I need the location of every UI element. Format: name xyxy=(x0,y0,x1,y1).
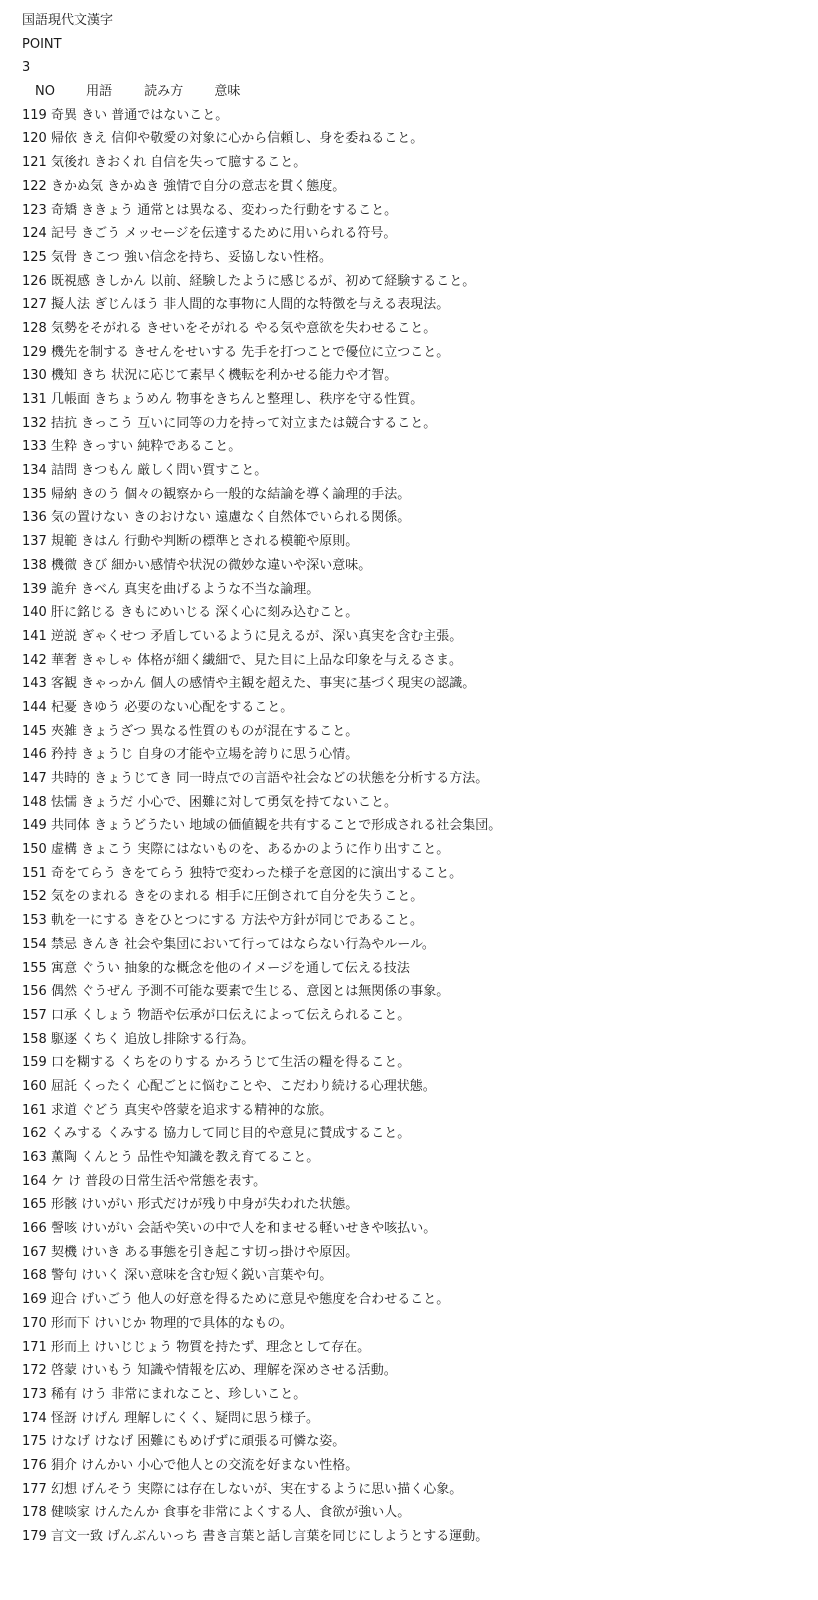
entry-line: 165 形骸 けいがい 形式だけが残り中身が失われた状態。 xyxy=(22,1197,359,1213)
entry-line: 123 奇矯 ききょう 通常とは異なる、変わった行動をすること。 xyxy=(22,202,398,218)
entry-line: 155 寓意 ぐうい 抽象的な概念を他のイメージを通して伝える技法 xyxy=(22,960,410,976)
entry-line: 122 きかぬ気 きかぬき 強情で自分の意志を貫く態度。 xyxy=(22,178,346,194)
document-title: 国語現代文漢字 xyxy=(22,13,114,28)
entry-line: 126 既視感 きしかん 以前、経験したように感じるが、初めて経験すること。 xyxy=(22,273,476,289)
entry-line: 128 気勢をそがれる きせいをそがれる やる気や意欲を失わせること。 xyxy=(22,320,437,336)
entry-line: 154 禁忌 きんき 社会や集団において行ってはならない行為やルール。 xyxy=(22,936,435,952)
entry-line: 168 警句 けいく 深い意味を含む短く鋭い言葉や句。 xyxy=(22,1268,333,1284)
entry-line: 125 気骨 きこつ 強い信念を持ち、妥協しない性格。 xyxy=(22,249,332,265)
header-meaning: 意味 xyxy=(214,84,241,100)
document-page xyxy=(22,9,802,1549)
entry-line: 149 共同体 きょうどうたい 地域の価値観を共有することで形成される社会集団。 xyxy=(22,818,502,834)
entry-line: 153 軌を一にする きをひとつにする 方法や方針が同じであること。 xyxy=(22,913,423,929)
entry-line: 129 機先を制する きせんをせいする 先手を打つことで優位に立つこと。 xyxy=(22,344,450,360)
entry-line: 178 健啖家 けんたんか 食事を非常によくする人、食欲が強い人。 xyxy=(22,1505,411,1521)
entry-line: 142 華奢 きゃしゃ 体格が細く繊細で、見た目に上品な印象を与えるさま。 xyxy=(22,652,462,668)
entry-line: 143 客観 きゃっかん 個人の感情や主観を超えた、事実に基づく現実の認識。 xyxy=(22,676,476,692)
entry-line: 134 詰問 きつもん 厳しく問い質すこと。 xyxy=(22,463,268,479)
header-reading: 読み方 xyxy=(144,84,184,100)
entry-line: 164 ケ け 普段の日常生活や常態を表す。 xyxy=(22,1173,267,1189)
entry-line: 133 生粋 きっすい 純粋であること。 xyxy=(22,439,242,455)
entry-line: 139 詭弁 きべん 真実を曲げるような不当な論理。 xyxy=(22,581,320,597)
entry-line: 174 怪訝 けげん 理解しにくく、疑問に思う様子。 xyxy=(22,1410,319,1426)
entry-line: 172 啓蒙 けいもう 知識や情報を広め、理解を深めさせる活動。 xyxy=(22,1363,397,1379)
entry-line: 136 気の置けない きのおけない 遠慮なく自然体でいられる関係。 xyxy=(22,510,411,526)
point-number: 3 xyxy=(22,60,31,76)
entry-line: 169 迎合 げいごう 他人の好意を得るために意見や態度を合わせること。 xyxy=(22,1292,450,1308)
entry-line: 148 怯懦 きょうだ 小心で、困難に対して勇気を持てないこと。 xyxy=(22,794,397,810)
entry-line: 144 杞憂 きゆう 必要のない心配をすること。 xyxy=(22,699,294,715)
entry-line: 179 言文一致 げんぶんいっち 書き言葉と話し言葉を同じにしようとする運動。 xyxy=(22,1529,489,1544)
entry-line: 156 偶然 ぐうぜん 予測不可能な要素で生じる、意図とは無関係の事象。 xyxy=(22,984,450,1000)
entry-line: 146 矜持 きょうじ 自身の才能や立場を誇りに思う心情。 xyxy=(22,747,359,763)
entry-line: 159 口を糊する くちをのりする かろうじて生活の糧を得ること。 xyxy=(22,1055,411,1071)
entry-list xyxy=(22,104,802,1549)
entry-line: 171 形而上 けいじじょう 物質を持たず、理念として存在。 xyxy=(22,1339,371,1355)
entry-line: 137 規範 きはん 行動や判断の標準とされる模範や原則。 xyxy=(22,534,359,550)
header-term: 用語 xyxy=(86,84,113,100)
entry-line: 132 拮抗 きっこう 互いに同等の力を持って対立または競合すること。 xyxy=(22,415,437,431)
entry-line: 158 駆逐 くちく 追放し排除する行為。 xyxy=(22,1031,255,1047)
entry-line: 141 逆説 ぎゃくせつ 矛盾しているように見えるが、深い真実を含む主張。 xyxy=(22,628,463,644)
entry-line: 120 帰依 きえ 信仰や敬愛の対象に心から信頼し、身を委ねること。 xyxy=(22,131,424,147)
entry-line: 150 虚構 きょこう 実際にはないものを、あるかのように作り出すこと。 xyxy=(22,842,450,858)
entry-line: 135 帰納 きのう 個々の観察から一般的な結論を導く論理的手法。 xyxy=(22,486,411,502)
entry-line: 167 契機 けいき ある事態を引き起こす切っ掛けや原因。 xyxy=(22,1244,359,1260)
entry-line: 140 肝に銘じる きもにめいじる 深く心に刻み込むこと。 xyxy=(22,605,359,621)
entry-line: 119 奇異 きい 普通ではないこと。 xyxy=(22,107,229,123)
header-no: NO xyxy=(35,84,55,100)
entry-line: 170 形而下 けいじか 物理的で具体的なもの。 xyxy=(22,1315,293,1331)
entry-line: 145 夾雑 きょうざつ 異なる性質のものが混在すること。 xyxy=(22,723,359,739)
entry-line: 151 奇をてらう きをてらう 独特で変わった様子を意図的に演出すること。 xyxy=(22,865,463,881)
entry-line: 157 口承 くしょう 物語や伝承が口伝えによって伝えられること。 xyxy=(22,1007,411,1023)
entry-line: 161 求道 ぐどう 真実や啓蒙を追求する精神的な旅。 xyxy=(22,1102,333,1118)
entry-line: 173 稀有 けう 非常にまれなこと、珍しいこと。 xyxy=(22,1386,307,1402)
entry-line: 152 気をのまれる きをのまれる 相手に圧倒されて自分を失うこと。 xyxy=(22,889,424,905)
column-header-row xyxy=(22,80,802,104)
entry-line: 138 機微 きび 細かい感情や状況の微妙な違いや深い意味。 xyxy=(22,557,372,573)
entry-line: 162 くみする くみする 協力して同じ目的や意見に賛成すること。 xyxy=(22,1126,411,1142)
entry-line: 124 記号 きごう メッセージを伝達するために用いられる符号。 xyxy=(22,226,397,242)
entry-line: 175 けなげ けなげ 困難にもめげずに頑張る可憐な姿。 xyxy=(22,1434,346,1450)
entry-line: 176 狷介 けんかい 小心で他人との交流を好まない性格。 xyxy=(22,1457,359,1473)
entry-line: 160 屈託 くったく 心配ごとに悩むことや、こだわり続ける心理状態。 xyxy=(22,1078,436,1094)
entry-line: 177 幻想 げんそう 実際には存在しないが、実在するように思い描く心象。 xyxy=(22,1481,463,1497)
entry-line: 147 共時的 きょうじてき 同一時点での言語や社会などの状態を分析する方法。 xyxy=(22,771,489,786)
entry-line: 130 機知 きち 状況に応じて素早く機転を利かせる能力や才智。 xyxy=(22,368,398,384)
entry-line: 121 気後れ きおくれ 自信を失って臆すること。 xyxy=(22,155,307,171)
point-label: POINT xyxy=(22,36,62,52)
entry-line: 163 薫陶 くんとう 品性や知識を教え育てること。 xyxy=(22,1150,320,1165)
entry-line: 127 擬人法 ぎじんほう 非人間的な事物に人間的な特徴を与える表現法。 xyxy=(22,297,450,313)
entry-line: 131 几帳面 きちょうめん 物事をきちんと整理し、秩序を守る性質。 xyxy=(22,392,424,407)
entry-line: 166 謦咳 けいがい 会話や笑いの中で人を和ませる軽いせきや咳払い。 xyxy=(22,1221,437,1237)
